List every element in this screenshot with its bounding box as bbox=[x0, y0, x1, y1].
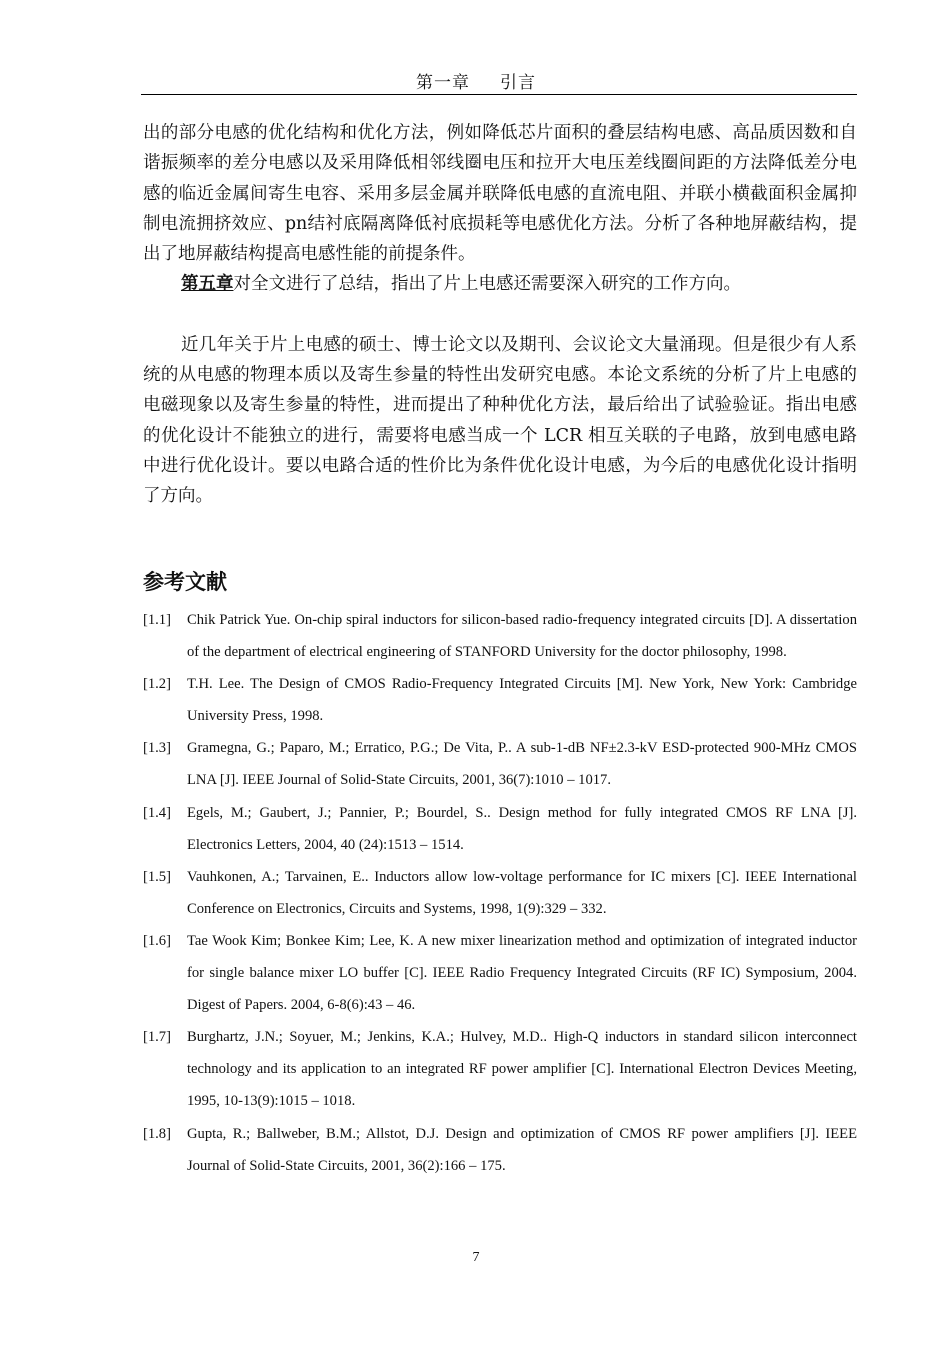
reference-number: [1.8] bbox=[143, 1125, 171, 1142]
references-heading: 参考文献 bbox=[143, 569, 227, 594]
header-rule bbox=[141, 94, 857, 95]
reference-list bbox=[143, 604, 857, 1182]
reference-item bbox=[143, 797, 857, 861]
reference-text: Vauhkonen, A.; Tarvainen, E.. Inductors allow low-voltage performance for IC mixers [C]. IEEE International Conference on Electronics, Circuits and Systems, 1998, 1(9):329 – 332. bbox=[187, 868, 857, 917]
reference-text: Tae Wook Kim; Bonkee Kim; Lee, K. A new mixer linearization method and optimization of integrated inductor for single balance mixer LO buffer [C]. IEEE Radio Frequency Integrated Circuits (RF IC) Symposium, 2004. Digest of Papers. 2004, 6-8(6):43 – 46. bbox=[187, 932, 857, 1014]
header-title: 引言 bbox=[500, 73, 536, 93]
reference-number: [1.4] bbox=[143, 804, 171, 821]
reference-number: [1.2] bbox=[143, 676, 171, 693]
reference-item bbox=[143, 604, 857, 668]
chapter5-label: 第五章 bbox=[181, 274, 234, 295]
reference-number: [1.5] bbox=[143, 868, 171, 885]
reference-item bbox=[143, 1021, 857, 1117]
reference-item bbox=[143, 732, 857, 796]
reference-text: Burghartz, J.N.; Soyuer, M.; Jenkins, K.A.; Hulvey, M.D.. High-Q inductors in standard silicon interconnect technology and its application to an integrated RF power amplifier [C]. International Electron Devices Meeting, 1995, 10-13(9):1015 – 1018. bbox=[187, 1029, 857, 1110]
reference-number: [1.6] bbox=[143, 932, 171, 949]
reference-item bbox=[143, 668, 857, 732]
reference-item bbox=[143, 861, 857, 925]
chapter5-text: 对全文进行了总结，指出了片上电感还需要深入研究的工作方向。 bbox=[233, 274, 741, 295]
reference-number: [1.7] bbox=[143, 1029, 171, 1046]
paragraph-spacer bbox=[143, 300, 857, 330]
paragraph-summary: 近几年关于片上电感的硕士、博士论文以及期刊、会议论文大量涌现。但是很少有人系统的从电感的物理本质以及寄生参量的特性出发研究电感。本论文系统的分析了片上电感的电磁现象以及寄生参量的特性，进而提出了种种优化方法，最后给出了试验验证。指出电感的优化设计不能独立的进行，需要将电感当成一个 LCR 相互关联的子电路，放到电感电路中进行优化设计。要以电路合适的性价比为条件优化设计电感，为今后的电感优化设计指明了方向。 bbox=[143, 334, 857, 507]
paragraph-chapter4-continued: 出的部分电感的优化结构和优化方法，例如降低芯片面积的叠层结构电感、高品质因数和自谐振频率的差分电感以及采用降低相邻线圈电压和拉开大电压差线圈间距的方法降低差分电感的临近金属间寄生电容、采用多层金属并联降低电感的直流电阻、并联小横截面积金属抑制电流拥挤效应、pn结衬底隔离降低衬底损耗等电感优化方法。分析了各种地屏蔽结构，提出了地屏蔽结构提高电感性能的前提条件。 bbox=[143, 123, 857, 265]
body-text bbox=[143, 118, 857, 512]
page-number: 7 bbox=[472, 1250, 480, 1265]
reference-item bbox=[143, 1118, 857, 1182]
header-chapter: 第一章 bbox=[416, 73, 470, 93]
reference-number: [1.3] bbox=[143, 740, 171, 757]
reference-text: Chik Patrick Yue. On-chip spiral inductors for silicon-based radio-frequency integrated circuits [D]. A dissertation of the department of electrical engineering of STANFORD University for the doctor philosophy, 1998. bbox=[187, 612, 857, 661]
reference-number: [1.1] bbox=[143, 612, 171, 628]
reference-text: Egels, M.; Gaubert, J.; Pannier, P.; Bourdel, S.. Design method for fully integrated CMOS RF LNA [J]. Electronics Letters, 2004, 40 (24):1513 – 1514. bbox=[187, 804, 857, 853]
reference-text: Gupta, R.; Ballweber, B.M.; Allstot, D.J. Design and optimization of CMOS RF power amplifiers [J]. IEEE Journal of Solid-State Circuits, 2001, 36(2):166 – 175. bbox=[187, 1125, 857, 1174]
reference-text: T.H. Lee. The Design of CMOS Radio-Frequency Integrated Circuits [M]. New York, New York: Cambridge University Press, 1998. bbox=[187, 676, 857, 725]
reference-text: Gramegna, G.; Paparo, M.; Erratico, P.G.; De Vita, P.. A sub-1-dB NF±2.3-kV ESD-protected 900-MHz CMOS LNA [J]. IEEE Journal of Solid-State Circuits, 2001, 36(7):1010 – 1017. bbox=[187, 740, 857, 789]
running-header bbox=[0, 68, 952, 93]
reference-item bbox=[143, 925, 857, 1021]
paragraph-chapter5 bbox=[143, 269, 857, 299]
